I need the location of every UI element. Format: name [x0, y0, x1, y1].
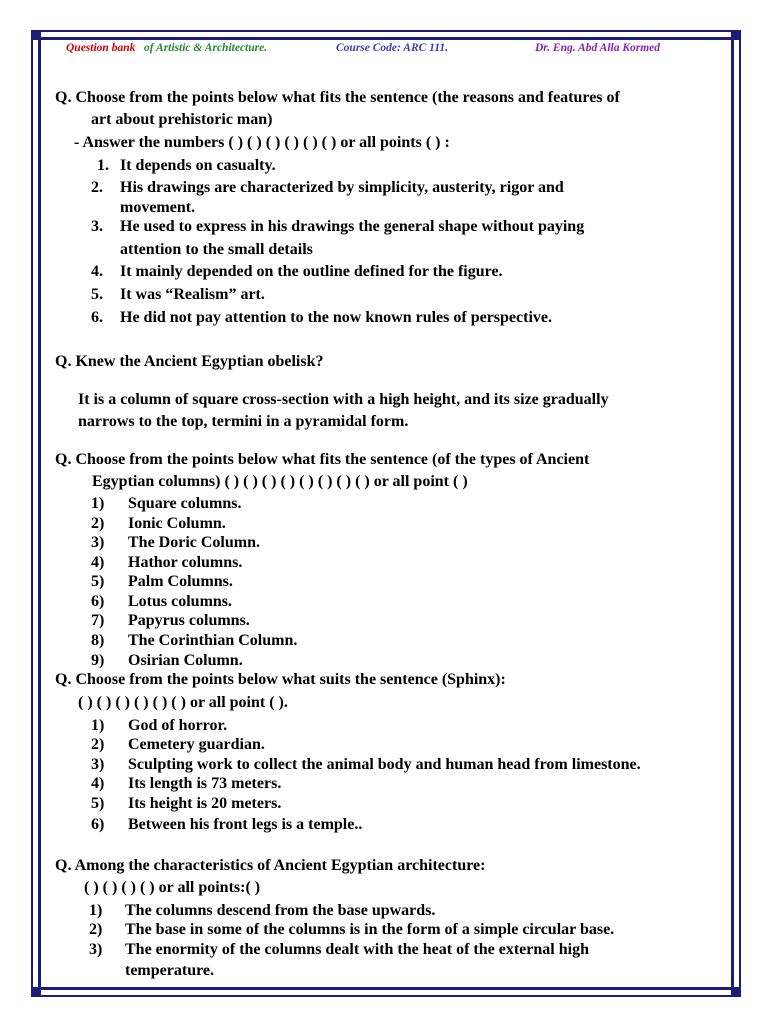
q2-question: Q. Knew the Ancient Egyptian obelisk? — [55, 353, 324, 370]
q4-item-number: 4) — [91, 775, 105, 792]
q5-item-text: The columns descend from the base upwards. — [125, 902, 436, 919]
border-corner-ornament — [731, 987, 741, 997]
q1-item-number: 5. — [91, 286, 103, 303]
q3-item-number: 2) — [91, 515, 105, 532]
q4-item-number: 5) — [91, 795, 105, 812]
q4-item-text: Cemetery guardian. — [128, 736, 265, 753]
header-author: Dr. Eng. Abd Alla Kormed — [535, 42, 661, 54]
q4-item-text: Its height is 20 meters. — [128, 795, 282, 812]
q2-answer-line1: It is a column of square cross-section with a high height, and its size gradually — [78, 391, 609, 408]
q4-question: Q. Choose from the points below what suits the sentence (Sphinx): — [55, 671, 506, 688]
q4-item-text: God of horror. — [128, 717, 228, 734]
q3-question-line1: Q. Choose from the points below what fits the sentence (of the types of Ancient — [55, 451, 590, 468]
header-bank-label: Question bank — [66, 42, 136, 54]
q2-answer-line2: narrows to the top, termini in a pyramidal form. — [78, 413, 409, 430]
border-corner-ornament — [31, 30, 41, 40]
header-subject: of Artistic & Architecture. — [144, 42, 268, 54]
q1-item-number: 6. — [91, 309, 103, 326]
q3-item-number: 7) — [91, 612, 105, 629]
q4-item-number: 3) — [91, 756, 105, 773]
q5-item-number: 1) — [89, 902, 103, 919]
q3-item-number: 1) — [91, 495, 105, 512]
border-corner-ornament — [31, 987, 41, 997]
q1-item-text: It mainly depended on the outline defined for the figure. — [120, 263, 503, 280]
q4-item-number: 1) — [91, 717, 105, 734]
q3-item-number: 9) — [91, 652, 105, 669]
q1-item-number: 1. — [97, 157, 109, 174]
q3-item-text: Ionic Column. — [128, 515, 226, 532]
q5-answer-line: ( ) ( ) ( ) ( ) or all points:( ) — [84, 879, 261, 896]
q4-item-text: Sculpting work to collect the animal body and human head from limestone. — [128, 756, 641, 773]
q1-item-number: 4. — [91, 263, 103, 280]
q3-item-text: Papyrus columns. — [128, 612, 250, 629]
q5-item-text-cont: temperature. — [125, 962, 214, 979]
q1-item-text: It depends on casualty. — [120, 157, 276, 174]
q1-item-text-cont: movement. — [120, 199, 196, 216]
border-corner-ornament — [731, 30, 741, 40]
header-course-code: Course Code: ARC 111. — [336, 42, 449, 54]
q3-item-number: 4) — [91, 554, 105, 571]
q3-item-number: 8) — [91, 632, 105, 649]
q1-question-line1: Q. Choose from the points below what fits the sentence (the reasons and features of — [55, 89, 620, 106]
q4-item-number: 6) — [91, 816, 105, 833]
q3-item-text: Square columns. — [128, 495, 242, 512]
q1-item-number: 3. — [91, 218, 103, 235]
q1-item-text: He did not pay attention to the now known rules of perspective. — [120, 309, 553, 326]
q3-item-number: 5) — [91, 573, 105, 590]
q5-item-number: 2) — [89, 921, 103, 938]
q4-item-text: Between his front legs is a temple.. — [128, 816, 363, 833]
page-header — [66, 42, 706, 60]
q4-item-number: 2) — [91, 736, 105, 753]
q3-item-text: Palm Columns. — [128, 573, 233, 590]
q5-question: Q. Among the characteristics of Ancient Egyptian architecture: — [55, 857, 486, 874]
q1-item-text: It was “Realism” art. — [120, 286, 265, 303]
q3-item-number: 6) — [91, 593, 105, 610]
q1-item-text: His drawings are characterized by simplicity, austerity, rigor and — [120, 179, 564, 196]
q3-item-number: 3) — [91, 534, 105, 551]
q1-item-text-cont: attention to the small details — [120, 241, 313, 258]
q5-item-text: The base in some of the columns is in the form of a simple circular base. — [125, 921, 615, 938]
q5-item-text: The enormity of the columns dealt with the heat of the external high — [125, 941, 589, 958]
q5-item-number: 3) — [89, 941, 103, 958]
q3-item-text: The Corinthian Column. — [128, 632, 298, 649]
q3-item-text: Osirian Column. — [128, 652, 243, 669]
q1-item-text: He used to express in his drawings the general shape without paying — [120, 218, 585, 235]
q3-item-text: Lotus columns. — [128, 593, 233, 610]
q4-answer-line: ( ) ( ) ( ) ( ) ( ) ( ) or all point ( ). — [78, 694, 288, 711]
q3-item-text: Hathor columns. — [128, 554, 243, 571]
q3-question-line2: Egyptian columns) ( ) ( ) ( ) ( ) ( ) ( ) ( ) ( ) or all point ( ) — [92, 473, 468, 490]
q1-answer-line: - Answer the numbers ( ) ( ) ( ) ( ) ( ) ( ) or all points ( ) : — [74, 134, 450, 151]
q3-item-text: The Doric Column. — [128, 534, 260, 551]
q1-question-line2: art about prehistoric man) — [91, 111, 273, 128]
q4-item-text: Its length is 73 meters. — [128, 775, 282, 792]
q1-item-number: 2. — [91, 179, 103, 196]
